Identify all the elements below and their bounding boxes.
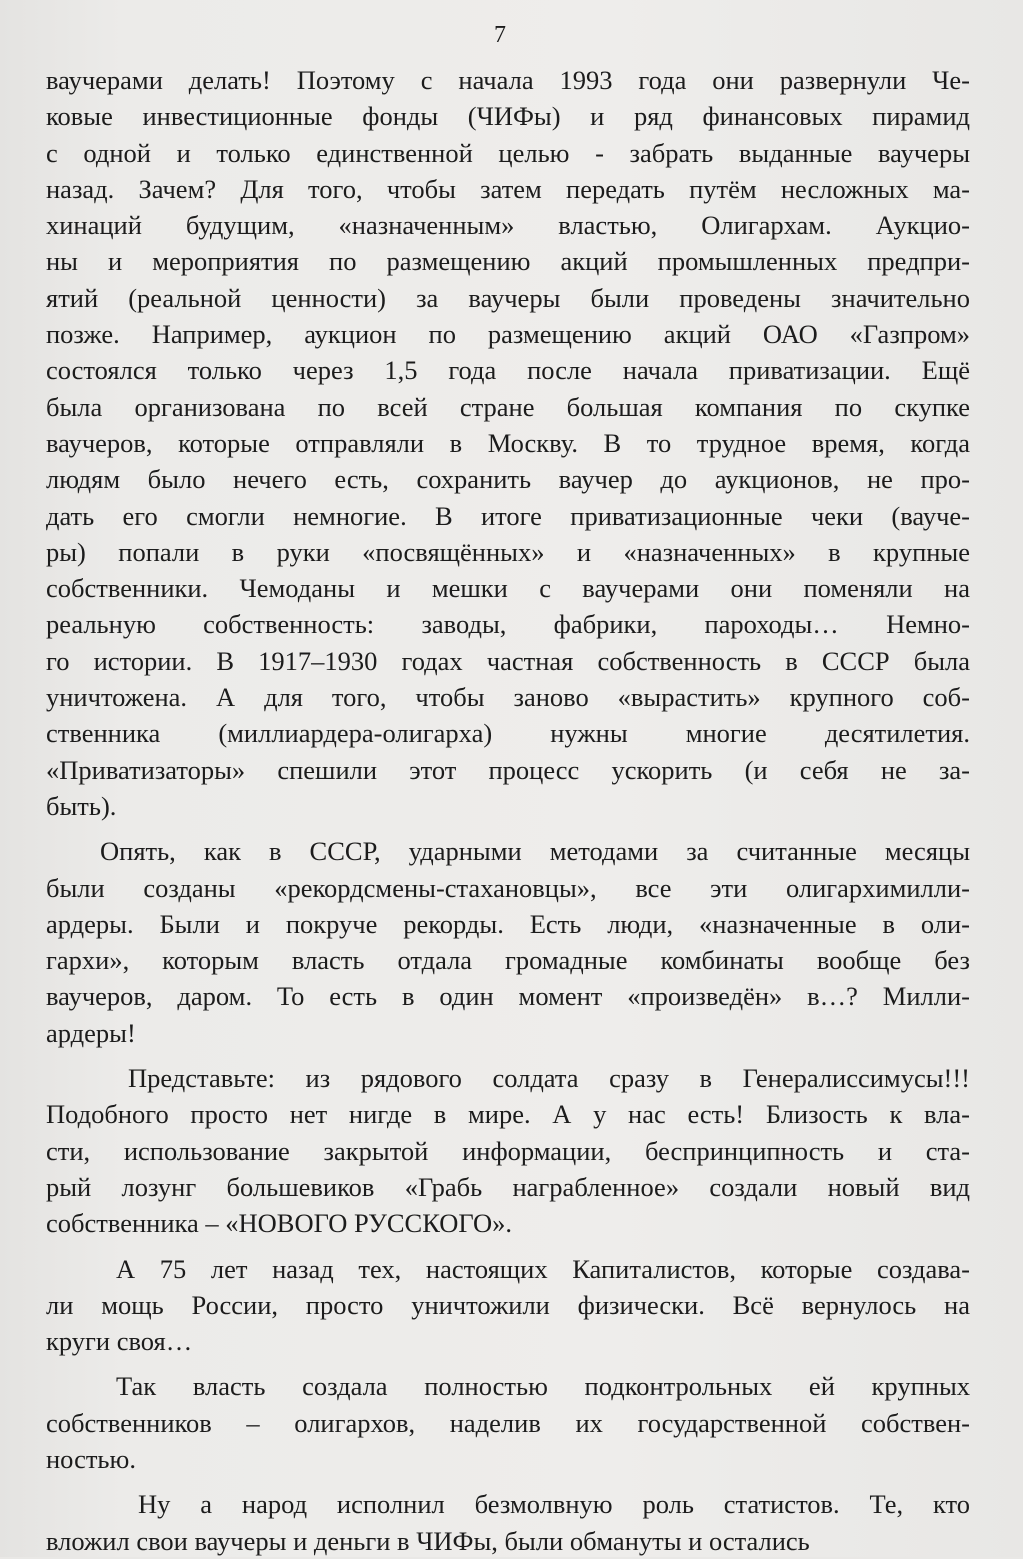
paragraph-gap <box>46 1359 970 1368</box>
text-line: ны и мероприятия по размещению акций промышленных предпри- <box>46 246 970 277</box>
text-line: ковые инвестиционные фонды (ЧИФы) и ряд финансовых пирамид <box>46 101 970 132</box>
text-line: ли мощь России, просто уничтожили физически. Всё вернулось на <box>46 1289 970 1320</box>
text-line: собственники. Чемоданы и мешки с ваучерами они поменяли на <box>46 573 970 604</box>
text-line: людям было нечего есть, сохранить ваучер до аукционов, не про- <box>46 464 970 495</box>
text-line: назад. Зачем? Для того, чтобы затем передать путём несложных ма- <box>46 173 970 204</box>
text-line: Ну а народ исполнил безмолвную роль статистов. Те, кто <box>138 1489 970 1520</box>
paragraph <box>46 1368 970 1477</box>
paragraph-gap <box>46 1051 970 1060</box>
text-line: Подобного просто нет нигде в мире. А у нас есть! Близость к вла- <box>46 1099 970 1130</box>
paragraph <box>46 1251 970 1360</box>
page-text <box>46 62 970 1559</box>
text-line: рый лозунг большевиков «Грабь награбленное» создали новый вид <box>46 1171 970 1202</box>
text-line: состоялся только через 1,5 года после начала приватизации. Ещё <box>46 355 970 386</box>
paragraph <box>46 833 970 1051</box>
text-line: круги своя… <box>46 1326 193 1357</box>
text-line: го истории. В 1917–1930 годах частная собственность в СССР была <box>46 645 970 676</box>
text-line: ардеры! <box>46 1017 136 1048</box>
text-line: ардеры. Были и покруче рекорды. Есть люди, «назначенные в оли- <box>46 908 970 939</box>
page-number: 7 <box>494 22 506 48</box>
text-line: ственника (миллиардера-олигарха) нужны многие десятилетия. <box>46 718 970 749</box>
text-line: дать его смогли немногие. В итоге приватизационные чеки (вауче- <box>46 500 970 531</box>
text-line: позже. Например, аукцион по размещению акций ОАО «Газпром» <box>46 319 970 350</box>
text-line: быть). <box>46 790 117 821</box>
text-line: с одной и только единственной целью - забрать выданные ваучеры <box>46 137 970 168</box>
text-line: ваучерами делать! Поэтому с начала 1993 года они развернули Че- <box>46 65 970 95</box>
text-line: А 75 лет назад тех, настоящих Капиталистов, которые создава- <box>116 1253 970 1284</box>
text-line: гархи», которым власть отдала громадные комбинаты вообще без <box>46 945 970 976</box>
text-line: Представьте: из рядового солдата сразу в Генералиссимусы!!! <box>128 1063 970 1094</box>
text-line: были созданы «рекордсмены-стахановцы», все эти олигархимилли- <box>46 872 970 903</box>
paragraph-gap <box>46 1242 970 1251</box>
text-line: хинаций будущим, «назначенным» властью, Олигархам. Аукцио- <box>46 210 970 241</box>
text-line: ятий (реальной ценности) за ваучеры были проведены значительно <box>46 282 970 313</box>
text-line: уничтожена. А для того, чтобы заново «вырастить» крупного соб- <box>46 682 970 713</box>
text-line: сти, использование закрытой информации, беспринципность и ста- <box>46 1135 970 1166</box>
paragraph-gap <box>46 824 970 833</box>
text-line: была организована по всей стране большая компания по скупке <box>46 391 970 422</box>
text-line: ры) попали в руки «посвящённых» и «назначенных» в крупные <box>46 536 970 567</box>
paragraph <box>46 1486 970 1559</box>
text-line: собственников – олигархов, наделив их государственной собствен- <box>46 1407 970 1438</box>
paragraph <box>46 1060 970 1241</box>
text-line: ностью. <box>46 1443 136 1474</box>
text-line: Так власть создала полностью подконтрольных ей крупных <box>116 1371 970 1402</box>
text-line: Опять, как в СССР, ударными методами за считанные месяцы <box>100 836 970 867</box>
text-line: «Приватизаторы» спешили этот процесс ускорить (и себя не за- <box>46 754 970 785</box>
paragraph <box>46 62 970 824</box>
text-line: реальную собственность: заводы, фабрики, пароходы… Немно- <box>46 609 970 640</box>
text-line: вложил свои ваучеры и деньги в ЧИФы, были обмануты и остались <box>46 1525 810 1556</box>
text-line: ваучеров, даром. То есть в один момент «произведён» в…? Милли- <box>46 981 970 1012</box>
text-line: собственника – «НОВОГО РУССКОГО». <box>46 1208 513 1239</box>
paragraph-gap <box>46 1477 970 1486</box>
text-line: ваучеров, которые отправляли в Москву. В то трудное время, когда <box>46 427 970 458</box>
